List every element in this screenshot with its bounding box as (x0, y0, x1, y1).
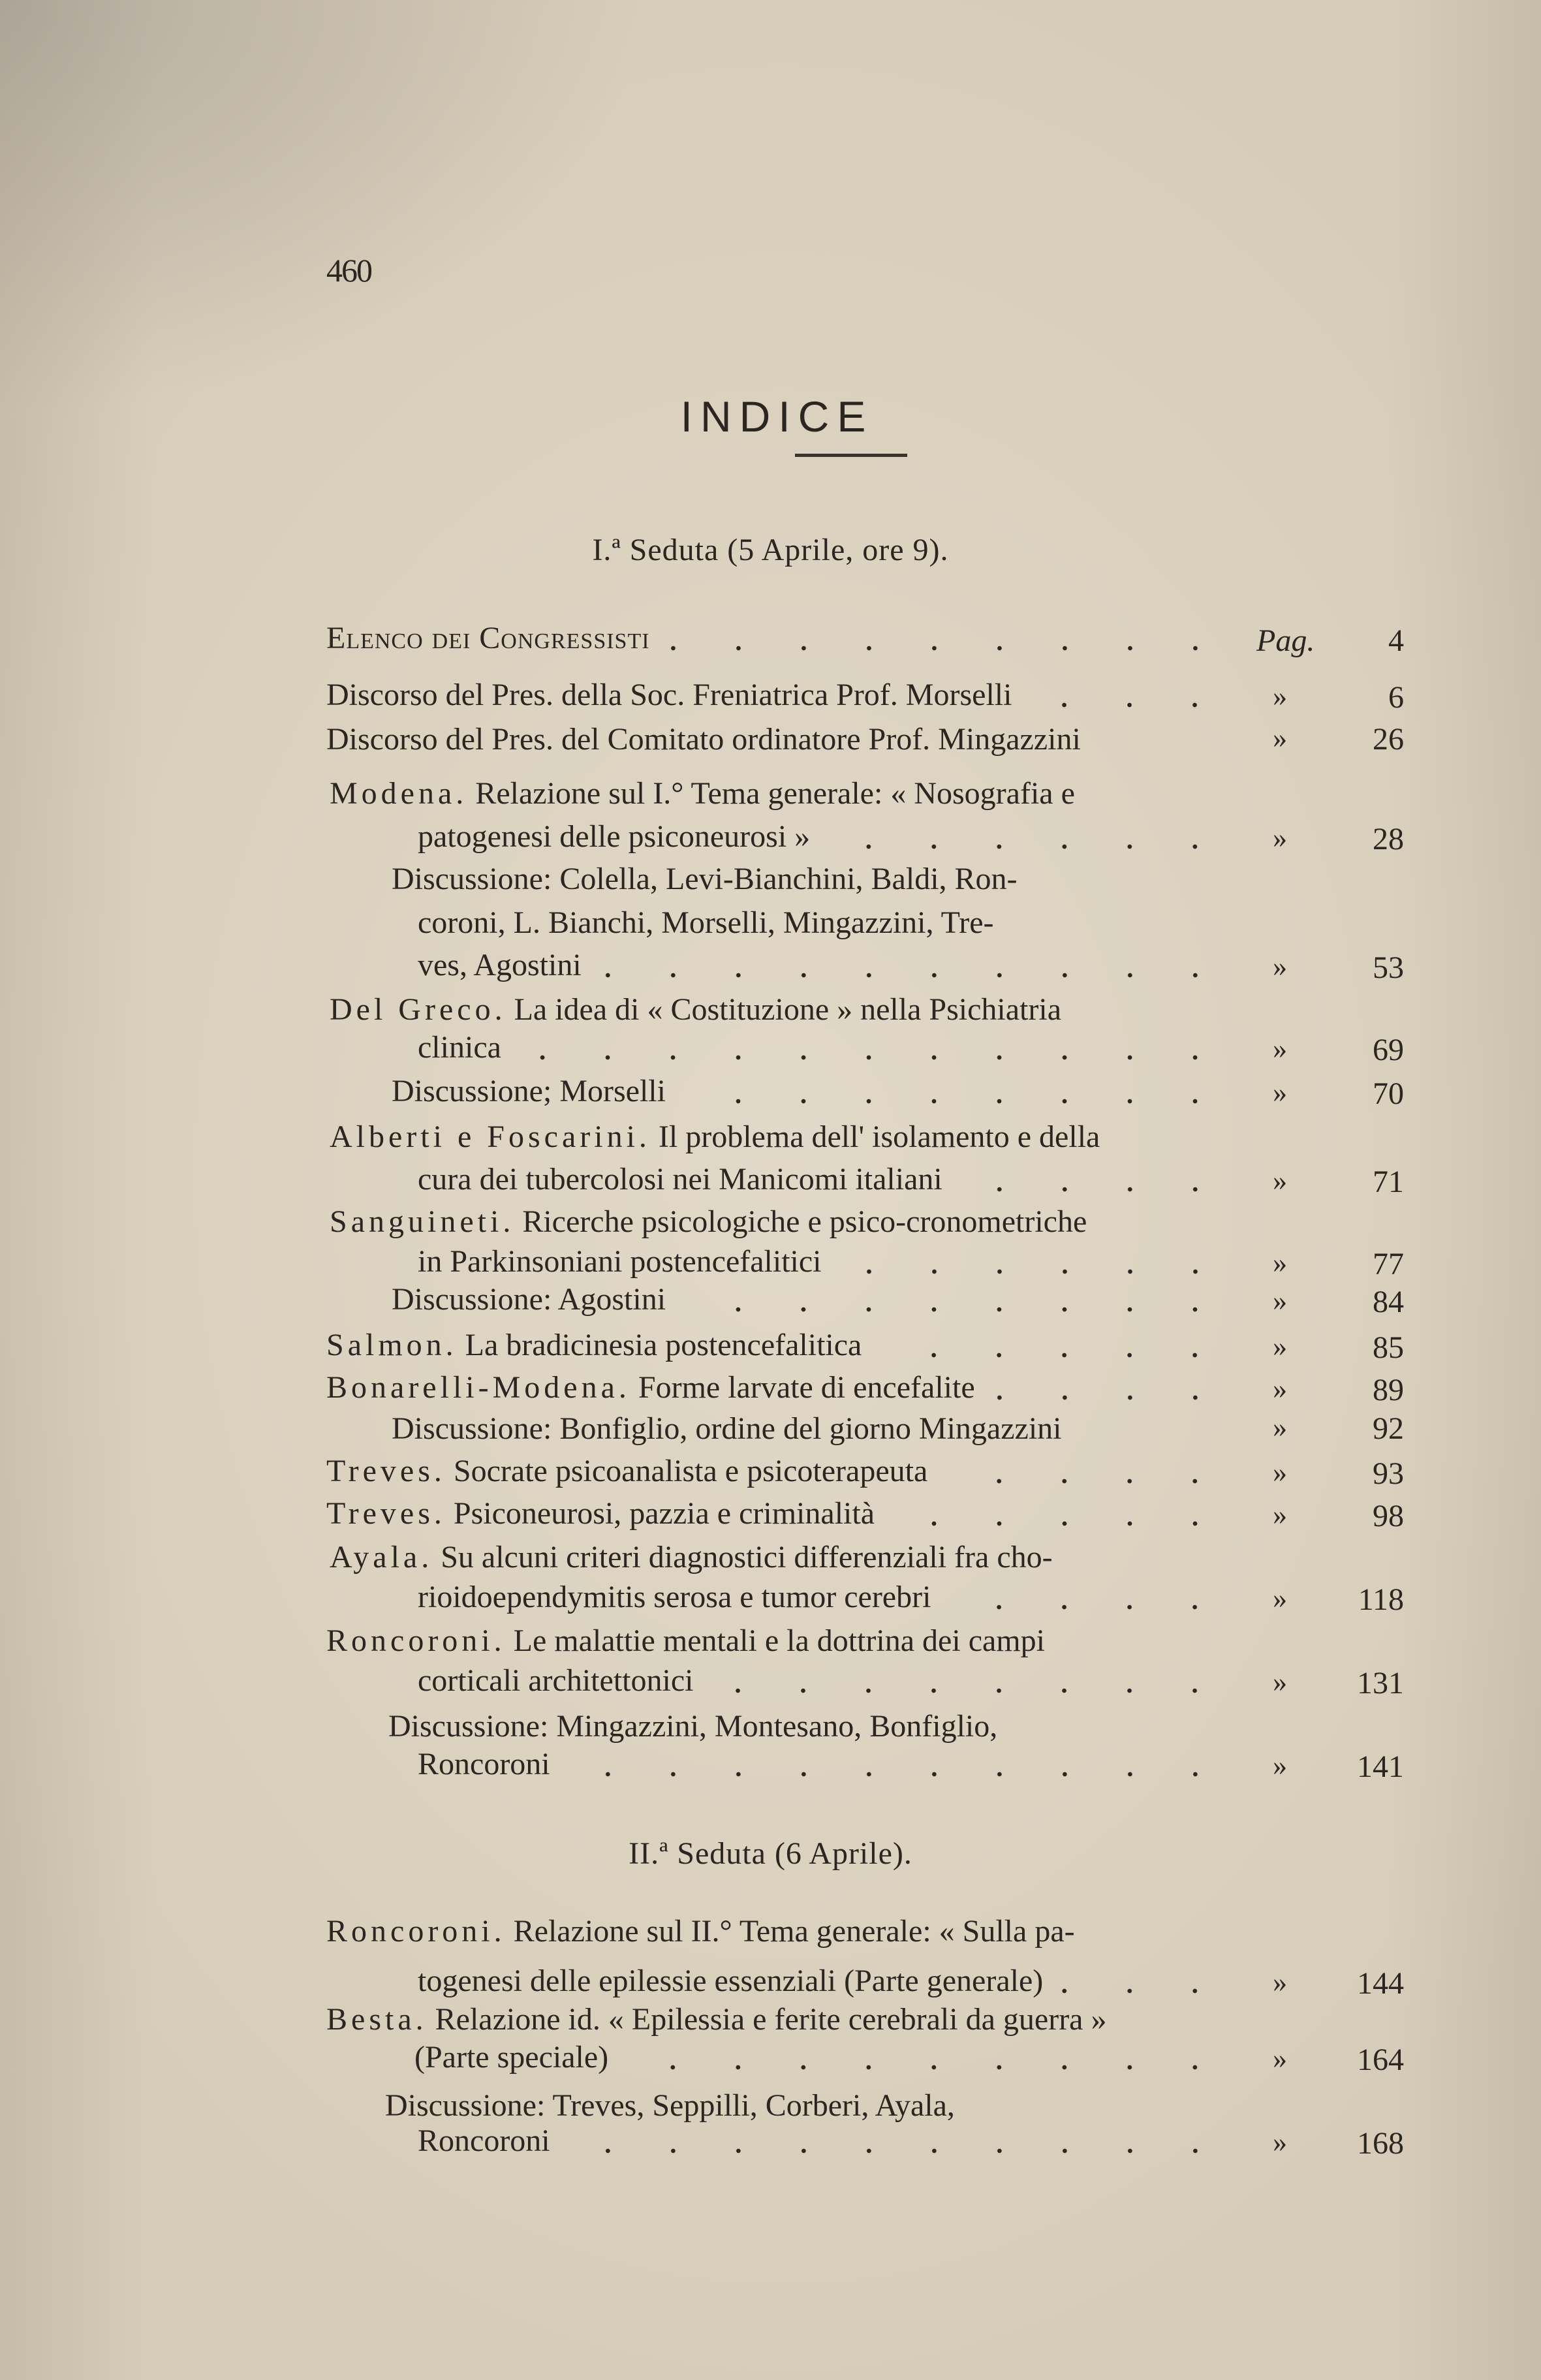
ditto-mark: » (1273, 1456, 1287, 1488)
entry-text: Ricerche psicologiche e psico-cronometriche (514, 1204, 1087, 1239)
entry-author: Roncoroni. (326, 1914, 506, 1949)
entry-page-number: 84 (1373, 1285, 1404, 1319)
section-heading-2: II.ª Seduta (6 Aprile). (629, 1836, 912, 1871)
entry-text: Discussione; Morselli (392, 1074, 666, 1108)
index-entry-line (330, 775, 1228, 815)
dot-leader (833, 1267, 1228, 1276)
index-entry-line (418, 905, 1228, 944)
ditto-mark: » (1273, 1499, 1287, 1531)
ditto-mark: » (1273, 1285, 1287, 1317)
entry-text: togenesi delle epilessie essenziali (Parte generale) (418, 1964, 1044, 1998)
entry-author: Ayala. (330, 1540, 433, 1574)
entry-page-number: 69 (1373, 1033, 1404, 1067)
index-entry-line (385, 2088, 1228, 2127)
dot-leader (987, 1393, 1228, 1402)
ditto-mark: » (1273, 1247, 1287, 1279)
entry-text: Forme larvate di encefalite (630, 1370, 975, 1405)
entry-page-number: 141 (1357, 1749, 1404, 1784)
index-entry-line (418, 1244, 1228, 1283)
index-entry-line (326, 1453, 1228, 1492)
index-entry-line (330, 992, 1228, 1031)
ditto-mark: » (1273, 1666, 1287, 1698)
dot-leader (939, 1477, 1228, 1486)
entry-page-number: 71 (1373, 1165, 1404, 1199)
entry-page-number: 144 (1357, 1966, 1404, 2001)
entry-text: Psiconeurosi, pazzia e criminalità (445, 1496, 875, 1531)
dot-leader (1055, 1986, 1228, 1996)
ditto-mark: » (1273, 1330, 1287, 1362)
entry-text: La idea di « Costituzione » nella Psichiatria (506, 992, 1062, 1027)
ditto-mark: » (1273, 680, 1287, 712)
index-entry-line (418, 819, 1228, 858)
dot-leader (662, 644, 1228, 653)
index-entry-line (414, 2039, 1228, 2078)
ditto-mark: » (1273, 1582, 1287, 1614)
dot-leader (677, 1097, 1228, 1106)
entry-page-number: 53 (1373, 950, 1404, 985)
index-entry-line (418, 1746, 1228, 1785)
entry-author: Besta. (326, 2002, 428, 2037)
entry-author: Alberti e Foscarini. (330, 1120, 651, 1154)
index-entry-line (418, 1663, 1228, 1702)
ditto-mark: » (1273, 1966, 1287, 1998)
entry-page-number: 85 (1373, 1330, 1404, 1365)
entry-text: Discussione: Agostini (392, 1282, 666, 1317)
entry-text: Su alcuni criteri diagnostici differenziali fra cho- (433, 1540, 1053, 1574)
entry-text: coroni, L. Bianchi, Morselli, Mingazzini, Tre- (418, 905, 994, 940)
entry-text: cura dei tubercolosi nei Manicomi italiani (418, 1162, 942, 1197)
entry-author: Treves. (326, 1496, 446, 1531)
entry-text: Relazione id. « Epilessia e ferite cerebrali da guerra » (427, 2002, 1107, 2037)
entry-author: Bonarelli-Modena. (326, 1370, 630, 1405)
entry-page-number: 89 (1373, 1373, 1404, 1407)
entry-text: (Parte speciale) (414, 2040, 609, 2075)
entry-text: Discussione: Treves, Seppilli, Corberi, Ayala, (385, 2088, 955, 2123)
ditto-mark: » (1273, 1033, 1287, 1065)
entry-text: Roncoroni (418, 1747, 550, 1781)
index-entry-line (326, 1623, 1228, 1662)
entry-text: Discussione: Colella, Levi-Bianchini, Baldi, Ron- (392, 862, 1018, 896)
index-entry-line (392, 1281, 1228, 1321)
entry-text: ves, Agostini (418, 948, 582, 982)
entry-page-number: 26 (1373, 722, 1404, 757)
index-entry-line (392, 1411, 1228, 1450)
dot-leader (942, 1603, 1228, 1612)
index-entry-line (418, 1963, 1228, 2002)
entry-page-number: 77 (1373, 1247, 1404, 1281)
dot-leader (513, 1053, 1228, 1062)
entry-author: Del Greco. (330, 992, 506, 1027)
entry-text: Roncoroni (418, 2123, 550, 2158)
index-entry-line (330, 1204, 1228, 1243)
entry-author: Modena. (330, 776, 468, 811)
entry-page-number: 118 (1358, 1582, 1404, 1617)
entry-author: Treves. (326, 1454, 446, 1488)
ditto-mark: » (1273, 1749, 1287, 1781)
ditto-mark: » (1273, 2126, 1287, 2158)
entry-text: Discussione: Mingazzini, Montesano, Bonfiglio, (388, 1709, 998, 1744)
dot-leader (954, 1185, 1228, 1194)
dot-leader (822, 842, 1228, 851)
index-entry-line (418, 947, 1228, 986)
ditto-mark: » (1273, 1411, 1287, 1443)
entry-text: Discorso del Pres. della Soc. Freniatrica Prof. Morselli (326, 678, 1012, 712)
entry-text: corticali architettonici (418, 1663, 694, 1698)
index-entry-line (326, 2001, 1228, 2041)
dot-leader (593, 971, 1228, 980)
entry-page-number: 98 (1373, 1499, 1404, 1533)
dot-leader (620, 2063, 1228, 2072)
index-entry-line (418, 1579, 1228, 1618)
entry-text: Elenco dei Congressisti (326, 621, 650, 655)
title-rule (795, 454, 907, 457)
dot-leader (705, 1686, 1228, 1695)
index-entry-line (326, 1495, 1228, 1535)
ditto-mark: » (1273, 822, 1287, 854)
index-entry-line (330, 1119, 1228, 1158)
dot-leader (562, 1770, 1228, 1779)
entry-page-number: 164 (1357, 2043, 1404, 2077)
index-entry-line (418, 2123, 1228, 2162)
ditto-mark: » (1273, 1076, 1287, 1108)
entry-author: Sanguineti. (330, 1204, 515, 1239)
index-title: INDICE (680, 392, 874, 441)
entry-page-number: 4 (1388, 623, 1404, 658)
index-entry-line (326, 1370, 1228, 1409)
index-entry-line (326, 677, 1228, 716)
entry-text: clinica (418, 1030, 501, 1065)
index-entry-line (330, 1539, 1228, 1578)
entry-page-number: 93 (1373, 1456, 1404, 1491)
pag-label: Pag. (1256, 623, 1315, 658)
dot-leader (1023, 700, 1228, 710)
entry-text: Il problema dell' isolamento e della (650, 1120, 1100, 1154)
entry-page-number: 168 (1357, 2126, 1404, 2161)
entry-page-number: 6 (1388, 680, 1404, 715)
entry-text: in Parkinsoniani postencefalitici (418, 1244, 822, 1279)
dot-leader (886, 1519, 1228, 1528)
entry-page-number: 70 (1373, 1076, 1404, 1111)
dot-leader (562, 2146, 1228, 2155)
entry-text: Relazione sul II.° Tema generale: « Sulla pa- (505, 1914, 1075, 1949)
entry-author: Salmon. (326, 1328, 458, 1362)
index-entry-line (418, 1161, 1228, 1200)
ditto-mark: » (1273, 950, 1287, 982)
index-entry-line (326, 1327, 1228, 1366)
entry-text: Le malattie mentali e la dottrina dei campi (505, 1623, 1045, 1658)
entry-text: La bradicinesia postencefalitica (457, 1328, 862, 1362)
entry-text: rioidoependymitis serosa e tumor cerebri (418, 1580, 931, 1614)
index-entry-line (388, 1708, 1228, 1747)
entry-text: Relazione sul I.° Tema generale: « Nosografia e (467, 776, 1075, 811)
entry-page-number: 92 (1373, 1411, 1404, 1446)
ditto-mark: » (1273, 1373, 1287, 1405)
entry-text: Socrate psicoanalista e psicoterapeuta (445, 1454, 928, 1488)
page-number: 460 (326, 252, 371, 289)
index-entry-line (418, 1029, 1228, 1069)
index-entry-line (392, 1073, 1228, 1112)
index-entry-line (326, 1913, 1228, 1952)
ditto-mark: » (1273, 722, 1287, 754)
entry-text: patogenesi delle psiconeurosi » (418, 819, 811, 854)
entry-text: Discussione: Bonfiglio, ordine del giorno Mingazzini (392, 1411, 1062, 1446)
section-heading-1: I.ª Seduta (5 Aprile, ore 9). (592, 533, 949, 567)
dot-leader (677, 1305, 1228, 1314)
index-entry-line (392, 861, 1228, 900)
index-entry-line (326, 620, 1228, 659)
ditto-mark: » (1273, 2043, 1287, 2075)
index-entry-line (326, 721, 1228, 760)
entry-page-number: 28 (1373, 822, 1404, 856)
entry-author: Roncoroni. (326, 1623, 506, 1658)
ditto-mark: » (1273, 1165, 1287, 1197)
entry-text: Discorso del Pres. del Comitato ordinatore Prof. Mingazzini (326, 722, 1081, 757)
dot-leader (873, 1351, 1228, 1360)
entry-page-number: 131 (1357, 1666, 1404, 1700)
